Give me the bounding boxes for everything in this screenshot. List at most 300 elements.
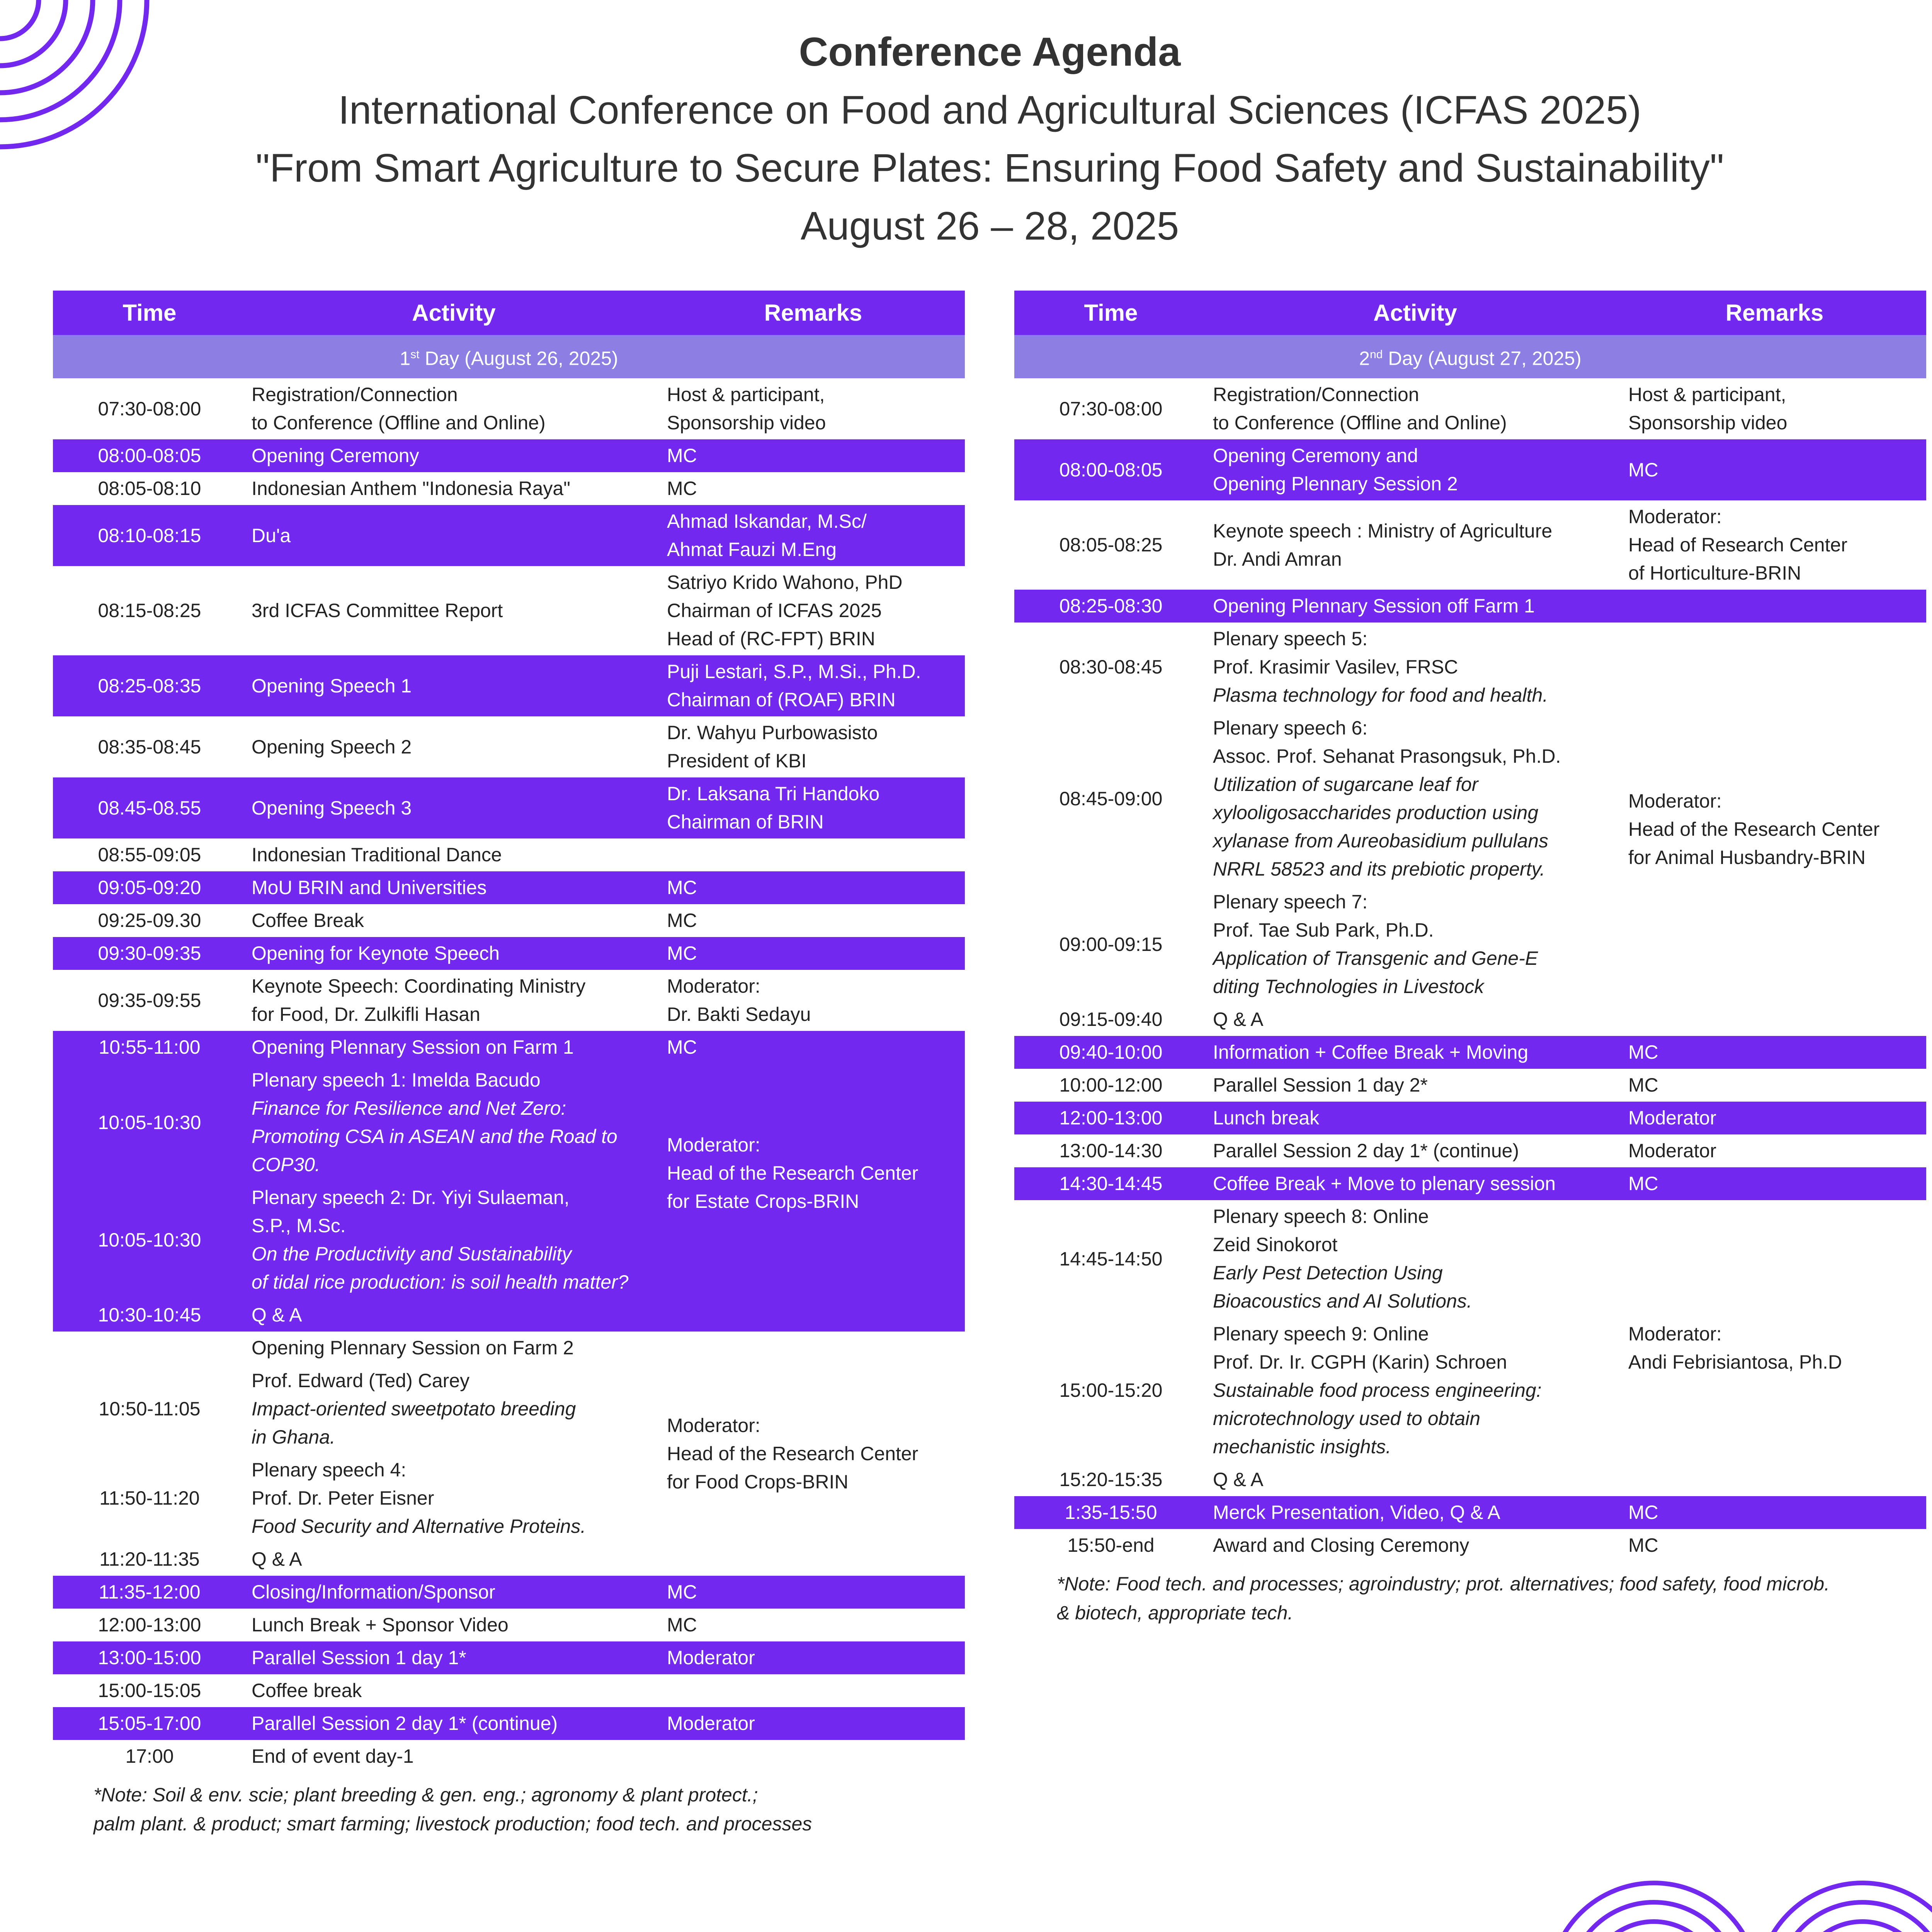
text-line: Award and Closing Ceremony (1213, 1534, 1469, 1556)
activity-cell (246, 970, 662, 1031)
text-line: Moderator: (667, 975, 760, 997)
remarks-cell (662, 505, 965, 566)
activity-cell (1208, 1496, 1623, 1529)
activity-cell (246, 439, 662, 472)
time-cell: 15:05-17:00 (53, 1707, 246, 1740)
activity-cell (246, 1364, 662, 1454)
text-line: Moderator: (667, 1414, 760, 1436)
activity-cell (246, 1740, 662, 1773)
activity-cell (246, 1674, 662, 1707)
time-cell: 08:05-08:25 (1014, 500, 1208, 590)
text-line: Coffee Break + Move to plenary session (1213, 1173, 1556, 1194)
remarks-cell (1623, 1167, 1926, 1200)
remarks-cell (662, 1674, 965, 1707)
schedule-row (1014, 1036, 1926, 1069)
day2-rows (1014, 335, 1926, 1562)
activity-cell (1208, 1134, 1623, 1167)
text-line: S.P., M.Sc. (252, 1215, 346, 1236)
activity-cell (246, 1064, 662, 1181)
day-header-row (1014, 335, 1926, 378)
activity-cell (1208, 1318, 1623, 1463)
time-cell: 08:10-08:15 (53, 505, 246, 566)
text-line: MC (1628, 1041, 1658, 1063)
time-cell: 08.45-08.55 (53, 777, 246, 838)
text-line: On the Productivity and Sustainability (252, 1243, 572, 1265)
activity-cell (246, 1543, 662, 1576)
schedule-row (1014, 1134, 1926, 1167)
day1-rows (53, 335, 965, 1773)
schedule-row (53, 1740, 965, 1773)
schedule-row (1014, 590, 1926, 622)
text-line: Head of the Research Center (667, 1162, 918, 1184)
schedule-row (53, 655, 965, 716)
conference-dates: August 26 – 28, 2025 (800, 204, 1179, 248)
text-line: MC (667, 1614, 697, 1636)
text-line: Opening Plennary Session on Farm 1 (252, 1036, 574, 1058)
schedule-row (53, 937, 965, 970)
time-cell: 09:30-09:35 (53, 937, 246, 970)
remarks-cell (662, 1641, 965, 1674)
time-cell: 08:35-08:45 (53, 716, 246, 777)
text-line: Opening Speech 3 (252, 797, 412, 819)
plenary-row (53, 1332, 965, 1364)
text-line: Keynote speech : Ministry of Agriculture (1213, 520, 1553, 542)
text-line: xylanase from Aureobasidium pullulans (1213, 830, 1549, 852)
remarks-header: Remarks (1623, 291, 1926, 335)
text-line: Dr. Bakti Sedayu (667, 1003, 811, 1025)
text-line: Chairman of ICFAS 2025 (667, 600, 882, 621)
activity-cell (1208, 1069, 1623, 1102)
moderator-cell (662, 1031, 965, 1332)
activity-cell (1208, 1200, 1623, 1318)
remarks-cell (1623, 590, 1926, 622)
activity-cell (246, 472, 662, 505)
time-cell: 08:55-09:05 (53, 838, 246, 871)
text-line: for Estate Crops-BRIN (667, 1190, 859, 1212)
text-line: Q & A (252, 1548, 302, 1570)
day2-note: *Note: Food tech. and processes; agroindustry; prot. alternatives; food safety, food microb. & biotech, appropriate tech. (1057, 1573, 1830, 1624)
text-line: Sponsorship video (1628, 412, 1787, 434)
activity-cell (246, 904, 662, 937)
time-cell: 1:35-15:50 (1014, 1496, 1208, 1529)
remarks-cell (1623, 1496, 1926, 1529)
text-line: Plenary speech 2: Dr. Yiyi Sulaeman, (252, 1187, 570, 1208)
remarks-cell (662, 937, 965, 970)
text-line: Prof. Tae Sub Park, Ph.D. (1213, 919, 1434, 941)
schedule-row (53, 1641, 965, 1674)
remarks-cell (1623, 439, 1926, 500)
day2-table (1014, 291, 1926, 1562)
text-line: Du'a (252, 524, 291, 546)
schedule-row (53, 970, 965, 1031)
schedule-row (1014, 439, 1926, 500)
activity-cell (1208, 590, 1623, 622)
moderator-cell (662, 1332, 965, 1576)
text-line: Moderator: (667, 1134, 760, 1156)
text-line: Impact-oriented sweetpotato breeding (252, 1398, 576, 1420)
time-cell: 11:50-11:20 (53, 1454, 246, 1543)
text-line: NRRL 58523 and its prebiotic property. (1213, 858, 1545, 880)
time-cell: 09:00-09:15 (1014, 886, 1208, 1003)
activity-cell (1208, 1003, 1623, 1036)
activity-cell (246, 505, 662, 566)
text-line: Moderator: (1628, 790, 1722, 812)
time-cell: 14:30-14:45 (1014, 1167, 1208, 1200)
day1-note: *Note: Soil & env. scie; plant breeding & gen. eng.; agronomy & plant protect.; palm plant. & product; smart farming; livestock production; food tech. and processes (94, 1784, 812, 1835)
remarks-header: Remarks (662, 291, 965, 335)
text-line: for Animal Husbandry-BRIN (1628, 846, 1866, 868)
schedule-row (1014, 1167, 1926, 1200)
remarks-cell (1623, 1069, 1926, 1102)
text-line: Satriyo Krido Wahono, PhD (667, 571, 903, 593)
text-line: MC (667, 478, 697, 499)
time-cell: 08:25-08:30 (1014, 590, 1208, 622)
time-cell: 15:20-15:35 (1014, 1463, 1208, 1496)
schedule-row (53, 716, 965, 777)
text-line: Plenary speech 6: (1213, 717, 1368, 739)
text-line: MC (667, 1581, 697, 1603)
text-line: Keynote Speech: Coordinating Ministry (252, 975, 586, 997)
activity-cell (246, 1576, 662, 1609)
remarks-cell (662, 1609, 965, 1641)
plenary-row (53, 1031, 965, 1064)
remarks-cell (662, 904, 965, 937)
text-line: Lunch break (1213, 1107, 1320, 1129)
text-line: Opening for Keynote Speech (252, 942, 500, 964)
activity-header: Activity (246, 291, 662, 335)
activity-header: Activity (1208, 291, 1623, 335)
text-line: MC (667, 942, 697, 964)
activity-cell (1208, 1036, 1623, 1069)
schedule-row (53, 838, 965, 871)
moderator-cell (1623, 622, 1926, 1036)
text-line: End of event day-1 (252, 1745, 414, 1767)
text-line: Moderator: (1628, 1323, 1722, 1345)
text-line: microtechnology used to obtain (1213, 1408, 1481, 1429)
day1-table (53, 291, 965, 1773)
time-cell: 11:20-11:35 (53, 1543, 246, 1576)
activity-cell (246, 378, 662, 439)
text-line: Prof. Dr. Peter Eisner (252, 1487, 434, 1509)
activity-cell (1208, 500, 1623, 590)
remarks-cell (662, 970, 965, 1031)
text-line: Early Pest Detection Using (1213, 1262, 1443, 1284)
text-line: Head of Research Center (1628, 534, 1847, 556)
remarks-cell (1623, 1036, 1926, 1069)
text-line: Host & participant, (1628, 384, 1786, 405)
time-cell: 08:25-08:35 (53, 655, 246, 716)
text-line: Moderator (1628, 1140, 1716, 1162)
text-line: Q & A (1213, 1469, 1264, 1490)
text-line: Ahmat Fauzi M.Eng (667, 539, 837, 560)
text-line: Moderator (667, 1713, 755, 1734)
text-line: Moderator: (1628, 506, 1722, 527)
schedule-row (53, 871, 965, 904)
time-cell: 09:05-09:20 (53, 871, 246, 904)
schedule-row (53, 378, 965, 439)
text-line: Plasma technology for food and health. (1213, 684, 1548, 706)
time-cell: 10:00-12:00 (1014, 1069, 1208, 1102)
remarks-cell (662, 716, 965, 777)
remarks-cell (662, 655, 965, 716)
text-line: MC (667, 877, 697, 898)
activity-cell (246, 937, 662, 970)
schedule-row (1014, 378, 1926, 439)
text-line: Assoc. Prof. Sehanat Prasongsuk, Ph.D. (1213, 745, 1561, 767)
text-line: 3rd ICFAS Committee Report (252, 600, 503, 621)
text-line: Plenary speech 4: (252, 1459, 406, 1481)
activity-cell (1208, 712, 1623, 886)
text-line: President of KBI (667, 750, 807, 772)
time-cell: 10:55-11:00 (53, 1031, 246, 1064)
text-line: MC (1628, 1074, 1658, 1096)
remarks-cell (1623, 1134, 1926, 1167)
activity-cell (246, 1707, 662, 1740)
remarks-cell (662, 472, 965, 505)
time-cell: 09:25-09.30 (53, 904, 246, 937)
time-cell: 15:00-15:20 (1014, 1318, 1208, 1463)
text-line: Plenary speech 7: (1213, 891, 1368, 913)
text-line: Plenary speech 9: Online (1213, 1323, 1429, 1345)
text-line: Opening Ceremony and (1213, 445, 1418, 466)
schedule-row (53, 777, 965, 838)
activity-cell (246, 1454, 662, 1543)
schedule-row (53, 1576, 965, 1609)
text-line: Host & participant, (667, 384, 825, 405)
conference-theme: "From Smart Agriculture to Secure Plates: Ensuring Food Safety and Sustainability" (255, 146, 1724, 190)
text-line: for Food Crops-BRIN (667, 1471, 849, 1493)
text-line: Plenary speech 1: Imelda Bacudo (252, 1069, 541, 1091)
time-header: Time (1014, 291, 1208, 335)
text-line: Promoting CSA in ASEAN and the Road to (252, 1126, 617, 1147)
text-line: Chairman of BRIN (667, 811, 824, 833)
time-cell: 15:50-end (1014, 1529, 1208, 1562)
text-line: Q & A (1213, 1009, 1264, 1030)
text-line: Opening Plennary Session 2 (1213, 473, 1458, 495)
page-title: Conference Agenda (799, 29, 1181, 75)
activity-cell (246, 566, 662, 655)
text-line: xylooligosaccharides production using (1213, 802, 1539, 823)
remarks-cell (662, 378, 965, 439)
text-line: Head of the Research Center (667, 1442, 918, 1464)
text-line: for Food, Dr. Zulkifli Hasan (252, 1003, 480, 1025)
text-line: Opening Speech 1 (252, 675, 412, 697)
text-line: Merck Presentation, Video, Q & A (1213, 1502, 1500, 1523)
text-line: Utilization of sugarcane leaf for (1213, 774, 1478, 795)
text-line: MC (667, 445, 697, 466)
text-line: Chairman of (ROAF) BRIN (667, 689, 896, 711)
plenary-row (1014, 1200, 1926, 1318)
remarks-cell (662, 871, 965, 904)
text-line: Information + Coffee Break + Moving (1213, 1041, 1529, 1063)
schedule-row (1014, 1529, 1926, 1562)
activity-cell (1208, 886, 1623, 1003)
text-line: Sponsorship video (667, 412, 826, 434)
activity-cell (1208, 622, 1623, 712)
text-line: MC (1628, 1173, 1658, 1194)
text-line: Prof. Krasimir Vasilev, FRSC (1213, 656, 1458, 678)
time-cell: 08:00-08:05 (53, 439, 246, 472)
text-line: Q & A (252, 1304, 302, 1326)
time-cell: 12:00-13:00 (1014, 1102, 1208, 1134)
day2-label: 2nd Day (August 27, 2025) (1014, 335, 1926, 378)
schedule-row (53, 439, 965, 472)
text-line: Puji Lestari, S.P., M.Si., Ph.D. (667, 661, 921, 682)
text-line: Dr. Andi Amran (1213, 548, 1342, 570)
text-line: Sustainable food process engineering: (1213, 1379, 1542, 1401)
schedule-row (53, 1674, 965, 1707)
time-cell: 10:05-10:30 (53, 1181, 246, 1299)
text-line: Parallel Session 2 day 1* (continue) (1213, 1140, 1519, 1162)
text-line: COP30. (252, 1154, 320, 1175)
schedule-row (53, 505, 965, 566)
activity-cell (1208, 439, 1623, 500)
text-line: Closing/Information/Sponsor (252, 1581, 495, 1603)
mc-remark: MC (667, 1036, 697, 1058)
activity-cell (246, 1641, 662, 1674)
schedule-row (53, 566, 965, 655)
day-header-row (53, 335, 965, 378)
text-line: Moderator (1628, 1107, 1716, 1129)
time-header: Time (53, 291, 246, 335)
schedule-row (1014, 1069, 1926, 1102)
text-line: Indonesian Traditional Dance (252, 844, 502, 866)
conference-name: International Conference on Food and Agricultural Sciences (ICFAS 2025) (338, 88, 1641, 132)
text-line: MC (1628, 1534, 1658, 1556)
time-cell: 09:40-10:00 (1014, 1036, 1208, 1069)
time-cell: 15:00-15:05 (53, 1674, 246, 1707)
text-line: Application of Transgenic and Gene-E (1213, 947, 1538, 969)
wave-arcs-decoration (1546, 1828, 1932, 1932)
text-line: MC (667, 910, 697, 931)
day1-schedule (53, 291, 965, 1838)
text-line: mechanistic insights. (1213, 1436, 1391, 1458)
text-line: Parallel Session 2 day 1* (continue) (252, 1713, 558, 1734)
activity-cell (1208, 378, 1623, 439)
remarks-cell (1623, 378, 1926, 439)
schedule-row (1014, 500, 1926, 590)
activity-cell (246, 871, 662, 904)
activity-cell (246, 1609, 662, 1641)
text-line: Dr. Laksana Tri Handoko (667, 783, 880, 804)
schedule-row (53, 1609, 965, 1641)
schedule-row (53, 1707, 965, 1740)
remarks-cell (662, 1740, 965, 1773)
agenda-header (0, 23, 1932, 255)
text-line: Food Security and Alternative Proteins. (252, 1515, 586, 1537)
remarks-cell (662, 566, 965, 655)
text-line: Opening Plennary Session off Farm 1 (1213, 595, 1535, 617)
text-line: of Horticulture-BRIN (1628, 562, 1801, 584)
text-line: Registration/Connection (252, 384, 458, 405)
text-line: MC (1628, 459, 1658, 481)
text-line: Indonesian Anthem "Indonesia Raya" (252, 478, 570, 499)
schedule-row (53, 472, 965, 505)
time-cell: 10:05-10:30 (53, 1064, 246, 1181)
schedule-row (1014, 1102, 1926, 1134)
text-line: Opening Ceremony (252, 445, 419, 466)
activity-cell (246, 716, 662, 777)
text-line: Coffee break (252, 1680, 362, 1701)
time-cell: 14:45-14:50 (1014, 1200, 1208, 1318)
remarks-cell (662, 838, 965, 871)
schedule-row (53, 904, 965, 937)
time-cell: 07:30-08:00 (53, 378, 246, 439)
text-line: to Conference (Offline and Online) (252, 412, 546, 434)
text-line: Moderator (667, 1647, 755, 1668)
text-line: Prof. Dr. Ir. CGPH (Karin) Schroen (1213, 1351, 1507, 1373)
time-cell: 08:30-08:45 (1014, 622, 1208, 712)
text-line: Head of the Research Center (1628, 818, 1880, 840)
text-line: Opening Plennary Session on Farm 2 (252, 1337, 574, 1359)
text-line: Zeid Sinokorot (1213, 1234, 1338, 1255)
time-cell: 10:50-11:05 (53, 1364, 246, 1454)
remarks-cell (662, 439, 965, 472)
time-cell: 08:45-09:00 (1014, 712, 1208, 886)
time-cell: 09:35-09:55 (53, 970, 246, 1031)
activity-cell (246, 838, 662, 871)
text-line: of tidal rice production: is soil health matter? (252, 1271, 629, 1293)
activity-cell (1208, 1167, 1623, 1200)
text-line: in Ghana. (252, 1426, 335, 1448)
text-line: to Conference (Offline and Online) (1213, 412, 1507, 434)
moderator-cell (1623, 1200, 1926, 1496)
text-line: Plenary speech 8: Online (1213, 1206, 1429, 1227)
remarks-cell (1623, 500, 1926, 590)
text-line: Coffee Break (252, 910, 364, 931)
activity-cell (246, 1031, 662, 1064)
activity-cell (246, 1181, 662, 1299)
remarks-cell (662, 777, 965, 838)
time-cell: 09:15-09:40 (1014, 1003, 1208, 1036)
remarks-cell (662, 1576, 965, 1609)
text-line: Opening Speech 2 (252, 736, 412, 758)
time-cell: 13:00-15:00 (53, 1641, 246, 1674)
time-cell: 13:00-14:30 (1014, 1134, 1208, 1167)
time-cell: 07:30-08:00 (1014, 378, 1208, 439)
day1-label: 1st Day (August 26, 2025) (53, 335, 965, 378)
activity-cell (246, 655, 662, 716)
remarks-cell (662, 1707, 965, 1740)
time-cell: 08:15-08:25 (53, 566, 246, 655)
time-cell: 12:00-13:00 (53, 1609, 246, 1641)
text-line: Prof. Edward (Ted) Carey (252, 1370, 470, 1391)
text-line: Ahmad Iskandar, M.Sc/ (667, 510, 867, 532)
text-line: MC (1628, 1502, 1658, 1523)
time-cell: 11:35-12:00 (53, 1576, 246, 1609)
table-header-row (53, 291, 965, 335)
text-line: Dr. Wahyu Purbowasisto (667, 722, 878, 743)
time-cell: 17:00 (53, 1740, 246, 1773)
activity-cell (1208, 1463, 1623, 1496)
time-cell: 08:00-08:05 (1014, 439, 1208, 500)
text-line: Head of (RC-FPT) BRIN (667, 628, 875, 650)
plenary-row (1014, 622, 1926, 712)
text-line: MoU BRIN and Universities (252, 877, 487, 898)
activity-cell (246, 1299, 662, 1332)
activity-cell (1208, 1529, 1623, 1562)
schedule-row (1014, 1496, 1926, 1529)
remarks-cell (1623, 1529, 1926, 1562)
text-line: Plenary speech 5: (1213, 628, 1368, 650)
text-line: Finance for Resilience and Net Zero: (252, 1097, 566, 1119)
time-cell (53, 1332, 246, 1364)
activity-cell (246, 1332, 662, 1364)
text-line: Lunch Break + Sponsor Video (252, 1614, 509, 1636)
day2-schedule (1014, 291, 1926, 1628)
time-cell: 10:30-10:45 (53, 1299, 246, 1332)
activity-cell (246, 777, 662, 838)
